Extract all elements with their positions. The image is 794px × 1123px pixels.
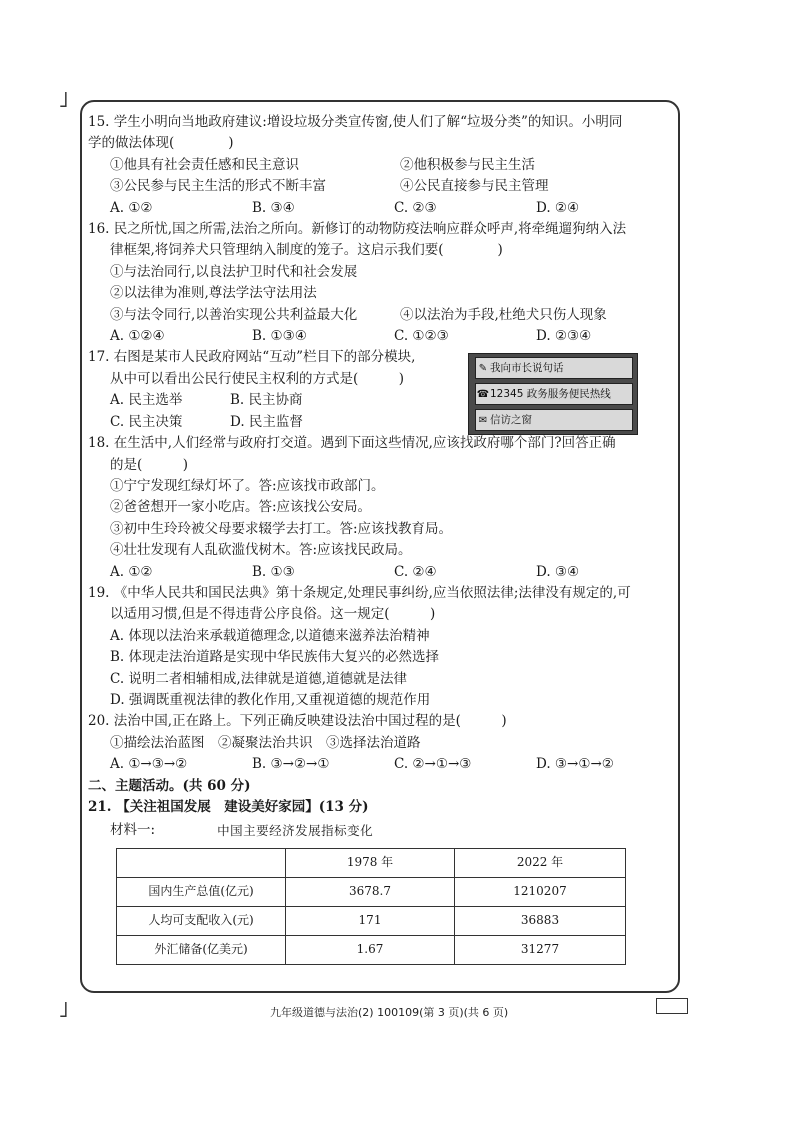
- option-a: A. ①②: [110, 199, 153, 216]
- option-b: B. 民主协商: [230, 392, 303, 409]
- statement-2: ②以法律为准则,尊法学法守法用法: [110, 285, 317, 302]
- question-number: 21.: [88, 799, 112, 815]
- crop-mark-top: ˩: [58, 88, 69, 113]
- statement-3: ③公民参与民主生活的形式不断丰富: [110, 178, 326, 195]
- question-stem: 法治中国,正在路上。下列正确反映建设法治中国过程的是( ): [113, 713, 507, 730]
- question-stem: 学生小明向当地政府建议:增设垃圾分类宣传窗,使人们了解“垃圾分类”的知识。小明同: [113, 114, 623, 130]
- phone-icon: ☎: [476, 389, 490, 401]
- statement-list: ①描绘法治蓝图 ②凝聚法治共识 ③选择法治道路: [110, 734, 421, 751]
- cell-value: 36883: [455, 906, 626, 935]
- cell-value: 171: [286, 906, 455, 935]
- statement-4: ④以法治为手段,杜绝犬只伤人现象: [400, 306, 607, 323]
- table-header-row: [117, 848, 626, 877]
- option-c: C. 说明二者相辅相成,法律就是道德,道德就是法律: [110, 670, 408, 687]
- row-label: 国内生产总值(亿元): [117, 877, 286, 906]
- statement-1: ①他具有社会责任感和民主意识: [110, 156, 299, 173]
- header-cell-1978: 1978 年: [286, 848, 455, 877]
- option-d: D. ②③④: [536, 328, 592, 345]
- option-c: C. 民主决策: [110, 413, 183, 430]
- option-d: D. ②④: [536, 199, 580, 216]
- statement-1: ①宁宁发现红绿灯坏了。答:应该找市政部门。: [110, 477, 385, 494]
- question-stem-cont: 律框架,将饲养犬只管理纳入制度的笼子。这启示我们要( ): [110, 242, 503, 259]
- statement-4: ④公民直接参与民主管理: [400, 178, 549, 195]
- letter-icon: ✉: [478, 415, 488, 427]
- panel-item-petition: ✉ 信访之窗: [475, 409, 633, 431]
- option-c: C. ②④: [394, 563, 437, 580]
- question-stem-cont: 的是( ): [110, 456, 189, 473]
- option-a: A. ①→③→②: [110, 756, 188, 773]
- table-caption: 中国主要经济发展指标变化: [217, 823, 374, 839]
- statement-3: ③与法令同行,以善治实现公共利益最大化: [110, 306, 358, 323]
- table-row: [117, 906, 626, 935]
- interaction-panel-image: [468, 353, 638, 435]
- question-18: [88, 433, 678, 583]
- page-footer: 九年级道德与法治(2) 100109(第 3 页)(共 6 页): [270, 1006, 509, 1019]
- question-number: 17.: [88, 349, 110, 366]
- question-title: 【关注祖国发展 建设美好家园】(13 分): [116, 799, 369, 815]
- question-number: 15.: [88, 114, 110, 130]
- material-label: 材料一:: [110, 822, 156, 839]
- question-stem: 《中华人民共和国民法典》第十条规定,处理民事纠纷,应当依照法律;法律没有规定的,可: [113, 584, 631, 601]
- question-17: [88, 347, 678, 433]
- statement-1: ①与法治同行,以良法护卫时代和社会发展: [110, 263, 358, 280]
- question-15: [88, 112, 678, 219]
- option-b: B. ①③④: [252, 328, 307, 345]
- option-b: B. ③→②→①: [252, 756, 330, 773]
- option-a: A. ①②④: [110, 328, 165, 345]
- option-a: A. 体现以法治来承载道德理念,以道德来滋养法治精神: [110, 627, 430, 644]
- option-c: C. ①②③: [394, 328, 449, 345]
- question-21: [88, 797, 678, 965]
- option-b: B. ①③: [252, 563, 295, 580]
- option-d: D. ③④: [536, 563, 580, 580]
- question-19: [88, 583, 678, 711]
- row-label: 人均可支配收入(元): [117, 906, 286, 935]
- crop-mark-bottom: ˩: [58, 998, 69, 1023]
- statement-2: ②他积极参与民主生活: [400, 156, 535, 173]
- header-cell-blank: [117, 848, 286, 877]
- row-label: 外汇储备(亿美元): [117, 935, 286, 964]
- panel-item-hotline: ☎12345 政务服务便民热线: [475, 383, 633, 405]
- table-row: [117, 935, 626, 964]
- question-20: [88, 711, 678, 775]
- option-a: A. 民主选举: [110, 392, 183, 409]
- statement-3: ③初中生玲玲被父母要求辍学去打工。答:应该找教育局。: [110, 520, 453, 537]
- option-b: B. ③④: [252, 199, 295, 216]
- score-box: [656, 998, 688, 1014]
- panel-item-mayor: ✎ 我向市长说句话: [475, 357, 633, 379]
- table-row: [117, 877, 626, 906]
- cell-value: 31277: [455, 935, 626, 964]
- option-d: D. 强调既重视法律的教化作用,又重视道德的规范作用: [110, 691, 431, 708]
- statement-2: ②爸爸想开一家小吃店。答:应该找公安局。: [110, 499, 372, 516]
- option-a: A. ①②: [110, 563, 153, 580]
- cell-value: 1210207: [455, 877, 626, 906]
- option-d: D. ③→①→②: [536, 756, 614, 773]
- question-number: 19.: [88, 584, 110, 601]
- option-c: C. ②③: [394, 199, 437, 216]
- option-b: B. 体现走法治道路是实现中华民族伟大复兴的必然选择: [110, 649, 440, 666]
- question-content: [88, 112, 678, 965]
- option-c: C. ②→①→③: [394, 756, 472, 773]
- question-number: 16.: [88, 221, 110, 238]
- question-number: 18.: [88, 435, 110, 452]
- question-stem: 民之所忧,国之所需,法治之所向。新修订的动物防疫法响应群众呼声,将牵绳遛狗纳入法: [113, 221, 627, 238]
- question-16: [88, 219, 678, 347]
- question-stem-cont: 从中可以看出公民行使民主权利的方式是( ): [110, 370, 405, 387]
- statement-4: ④壮壮发现有人乱砍滥伐树木。答:应该找民政局。: [110, 542, 412, 559]
- economic-indicator-table: [116, 848, 626, 965]
- pen-icon: ✎: [478, 363, 488, 375]
- question-stem-cont: 学的做法体现( ): [88, 135, 234, 152]
- question-stem: 在生活中,人们经常与政府打交道。遇到下面这些情况,应该找政府哪个部门?回答正确: [113, 435, 616, 452]
- header-cell-2022: 2022 年: [455, 848, 626, 877]
- question-stem-cont: 以适用习惯,但是不得违背公序良俗。这一规定( ): [110, 606, 436, 623]
- section-heading: 二、主题活动。(共 60 分): [88, 777, 251, 794]
- option-d: D. 民主监督: [230, 413, 303, 430]
- question-number: 20.: [88, 713, 110, 730]
- cell-value: 1.67: [286, 935, 455, 964]
- cell-value: 3678.7: [286, 877, 455, 906]
- question-stem: 右图是某市人民政府网站“互动”栏目下的部分模块,: [113, 349, 416, 366]
